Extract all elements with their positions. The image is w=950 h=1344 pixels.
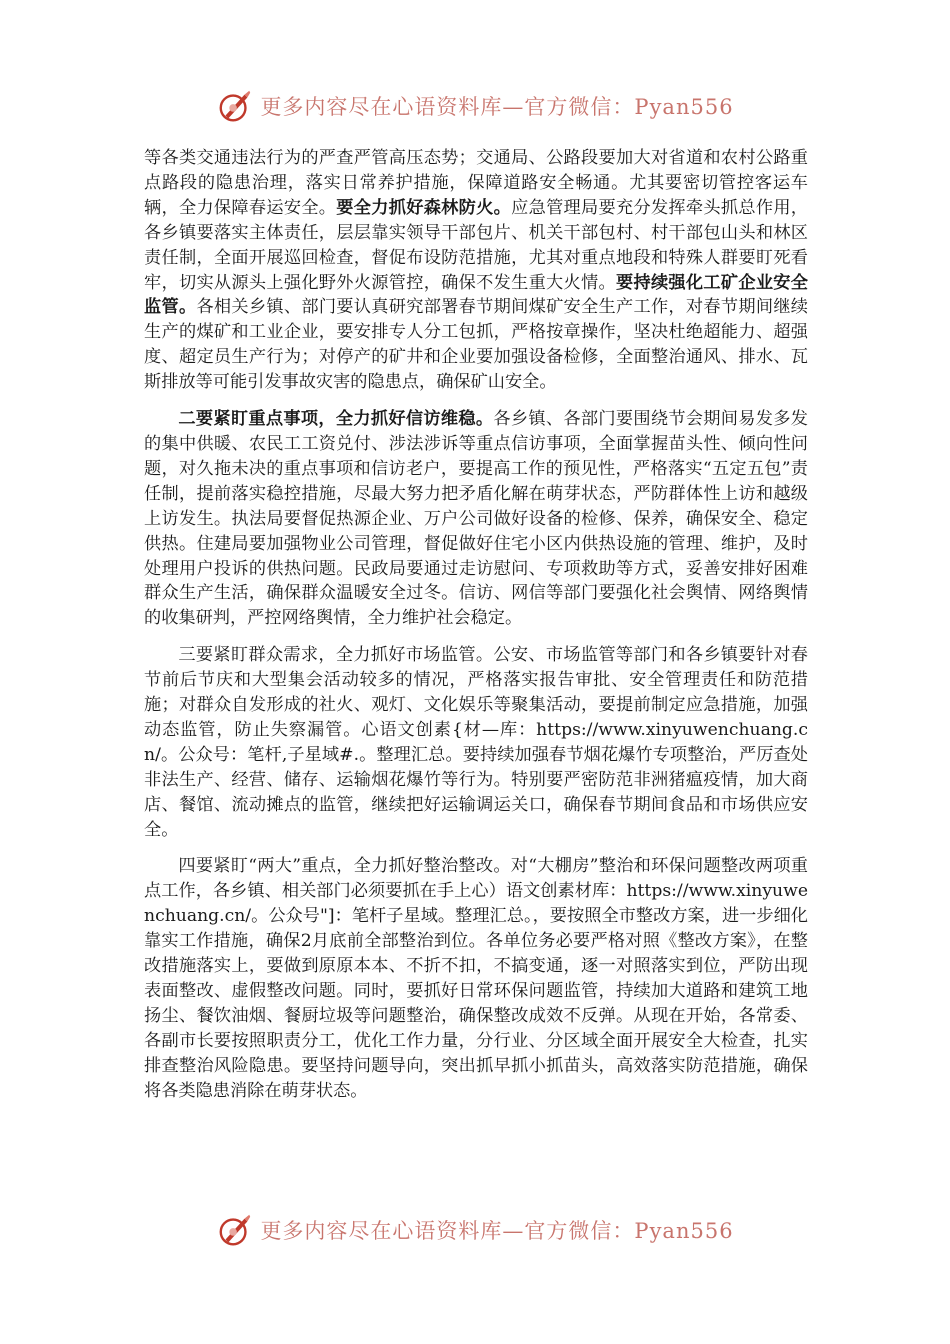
banner-text: 更多内容尽在心语资料库—官方微信：Pyan556: [260, 95, 734, 119]
pen-circle-logo-icon: [216, 87, 254, 125]
bold-heading: 要持续强化工矿企业安全监管。: [144, 272, 808, 318]
paragraph-3: [144, 643, 808, 842]
text-segment: 各乡镇、各部门要围绕节会期间易发多发的集中供暖、农民工工资兑付、涉法涉诉等重点信访事项，全面掌握苗头性、倾向性问题，对久拖未决的重点事项和信访老户，要提高工作的预见性，严格落实“五定五包”责任制，提前落实稳控措施，尽最大努力把矛盾化解在萌芽状态，严防群体性上访和越级上访发生。执法局要督促热源企业、万户公司做好设备的检修、保养，确保安全、稳定供热。住建局要加强物业公司管理，督促做好住宅小区内供热设施的管理、维护，及时处理用户投诉的供热问题。民政局要通过走访慰问、专项救助等方式，妥善安排好困难群众生产生活，确保群众温暖安全过冬。信访、网信等部门要强化社会舆情、网络舆情的收集研判，严控网络舆情，全力维护社会稳定。: [144, 409, 808, 629]
text-segment: 应急管理局要充分发挥牵头抓总作用，各乡镇要落实主体责任，层层靠实领导干部包片、机关干部包村、村干部包山头和林区责任制，全面开展巡回检查，督促布设防范措施，尤其对重点地段和特殊人群要盯死看牢，切实从源头上强化野外火源管控，确保不发生重大火情。: [144, 197, 808, 293]
banner-text: 更多内容尽在心语资料库—官方微信：Pyan556: [260, 1219, 734, 1243]
bold-heading: 要全力抓好森林防火。: [336, 197, 512, 218]
paragraph-4: [144, 854, 808, 1103]
text-segment: 四要紧盯“两大”重点，全力抓好整治整改。对“大棚房”整治和环保问题整改两项重点工作，各乡镇、相关部门必须要抓在手上心）语文创素材库：https://www.xinyuwenchuang.cn/。公众号"]：笔杆子星域。整理汇总。，要按照全市整改方案，进一步细化靠实工作措施，确保2月底前全部整治到位。各单位务必要严格对照《整改方案》，在整改措施落实上，要做到原原本本、不折不扣，不搞变通，逐一对照落实到位，严防出现表面整改、虚假整改问题。同时，要抓好日常环保问题监管，持续加大道路和建筑工地扬尘、餐饮油烟、餐厨垃圾等问题整治，确保整改成效不反弹。从现在开始，各常委、各副市长要按照职责分工，优化工作力量，分行业、分区域全面开展安全大检查，扎实排查整治风险隐患。要坚持问题导向，突出抓早抓小抓苗头，高效落实防范措施，确保将各类隐患消除在萌芽状态。: [144, 856, 808, 1101]
text-segment: 各相关乡镇、部门要认真研究部署春节期间煤矿安全生产工作，对春节期间继续生产的煤矿和工业企业，要安排专人分工包抓，严格按章操作，坚决杜绝超能力、超强度、超定员生产行为；对停产的矿井和企业要加强设备检修，全面整治通风、排水、瓦斯排放等可能引发事故灾害的隐患点，确保矿山安全。: [144, 297, 808, 393]
document-body: [144, 146, 808, 1116]
text-segment: 三要紧盯群众需求，全力抓好市场监管。公安、市场监管等部门和各乡镇要针对春节前后节庆和大型集会活动较多的情况，严格落实报告审批、安全管理责任和防范措施；对群众自发形成的社火、观灯、文化娱乐等聚集活动，要提前制定应急措施，加强动态监管，防止失察漏管。心语文创素{材—库：https://www.xinyuwenchuang.cn/。公众号：笔杆,子星域#.。整理汇总。要持续加强春节烟花爆竹专项整治，严厉查处非法生产、经营、储存、运输烟花爆竹等行为。特别要严密防范非洲猪瘟疫情，加大商店、餐馆、流动摊点的监管，继续把好运输调运关口，确保春节期间食品和市场供应安全。: [144, 645, 808, 840]
text-segment: 等各类交通违法行为的严查严管高压态势；交通局、公路段要加大对省道和农村公路重点路段的隐患治理，落实日常养护措施，保障道路安全畅通。尤其要密切管控客运车辆，全力保障春运安全。: [144, 148, 808, 218]
paragraph-1: [144, 146, 808, 395]
footer-banner: [0, 1208, 950, 1252]
paragraph-2: [144, 407, 808, 631]
header-banner: [0, 84, 950, 128]
bold-heading: 二要紧盯重点事项，全力抓好信访维稳。: [178, 409, 494, 430]
pen-circle-logo-icon: [216, 1211, 254, 1249]
